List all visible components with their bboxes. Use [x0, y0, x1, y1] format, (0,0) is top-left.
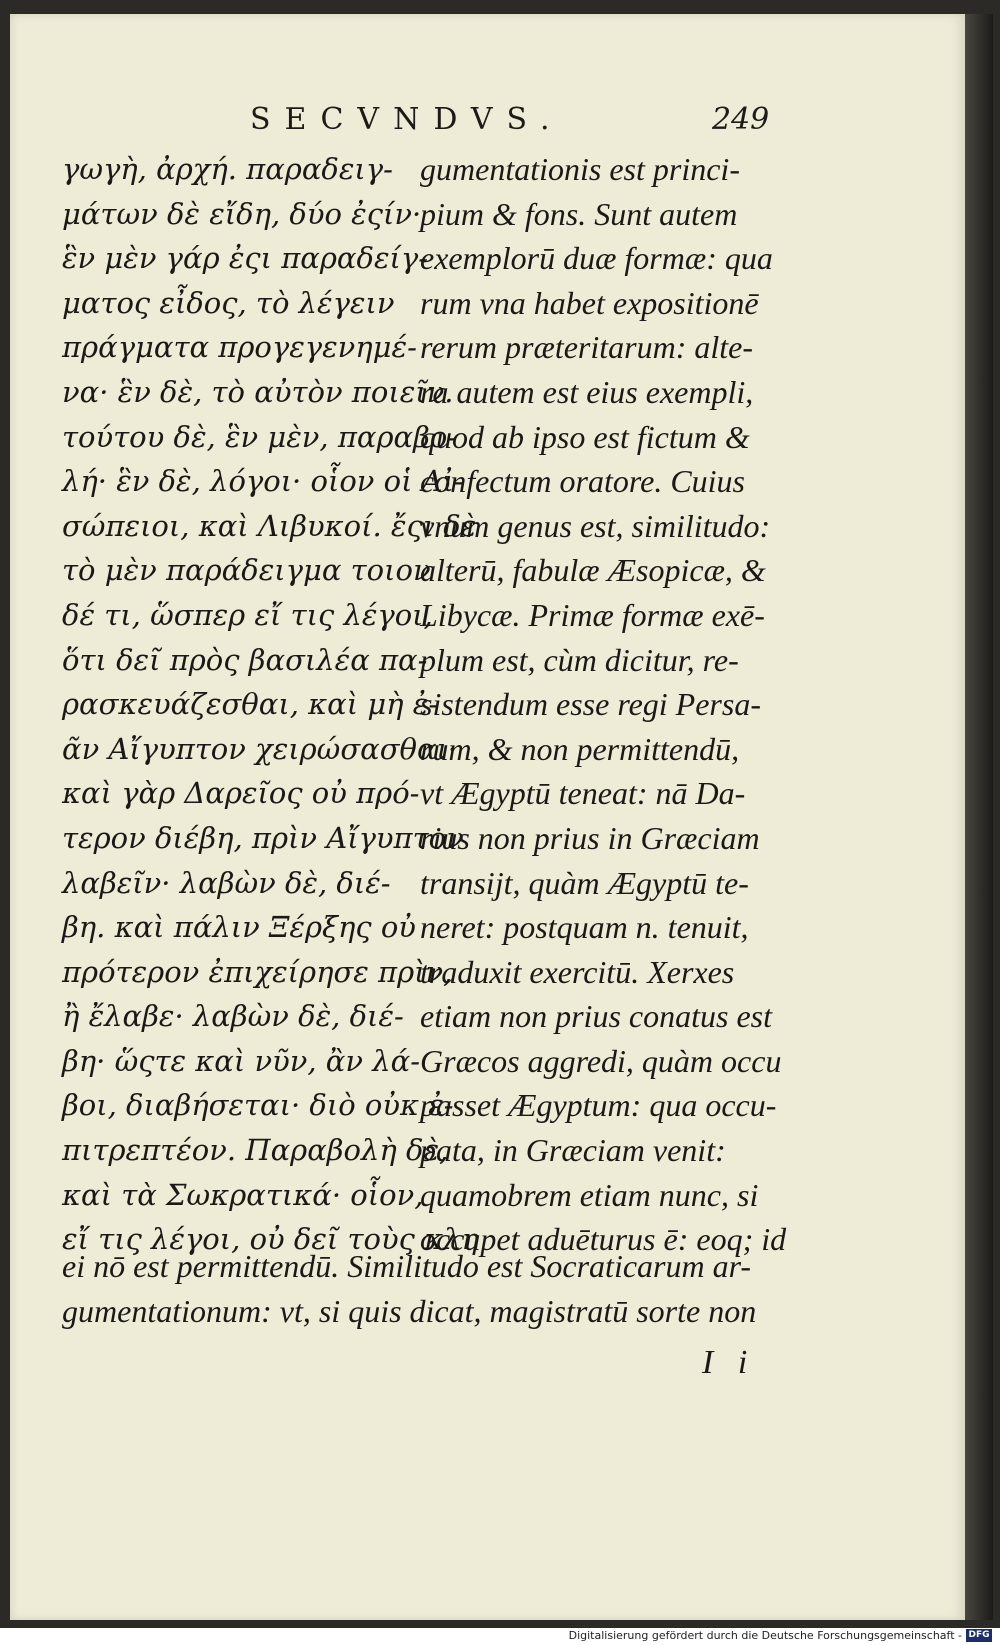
- latin-text-line: occupet aduēturus ē: eoq; id: [420, 1221, 787, 1258]
- greek-text-line: καὶ γὰρ Δαρεῖος οὐ πρό-: [62, 776, 420, 811]
- latin-text-line: vnum genus est, similitudo:: [420, 507, 771, 544]
- greek-text-line: γωγὴ, ἀρχή. παραδειγ-: [62, 152, 393, 186]
- page-header: [10, 102, 965, 142]
- latin-text-line: alterū, fabulæ Æsopicæ, &: [420, 552, 766, 589]
- greek-text-line: μάτων δὲ εἴδη, δύο ἐςίν·: [62, 196, 422, 231]
- latin-text-line: ra autem est eius exempli,: [420, 373, 754, 410]
- greek-text-line: δέ τι, ὥσπερ εἴ τις λέγοι,: [62, 597, 433, 632]
- latin-text-line: exemplorū duæ formæ: qua: [420, 240, 773, 277]
- latin-text-column: [420, 147, 805, 1262]
- greek-text-line: βη· ὥςτε καὶ νῦν, ἂν λά-: [62, 1043, 420, 1078]
- latin-text-line: neret: postquam n. tenuit,: [420, 909, 749, 946]
- greek-text-line: ματος εἶδος, τὸ λέγειν: [62, 285, 395, 320]
- latin-text-line: pium & fons. Sunt autem: [420, 195, 738, 232]
- latin-text-line: etiam non prius conatus est: [420, 998, 772, 1035]
- greek-text-line: ὅτι δεῖ πρὸς βασιλέα πα-: [62, 642, 428, 677]
- latin-text-line: confectum oratore. Cuius: [420, 463, 745, 500]
- latin-text-line: vt Ægyptū teneat: nā Da-: [420, 775, 746, 812]
- latin-text-line: gumentationis est princi-: [420, 151, 740, 187]
- greek-text-line: τούτου δὲ, ἓν μὲν, παραβο-: [62, 419, 458, 454]
- latin-text-line: rius non prius in Græciam: [420, 819, 760, 856]
- greek-text-line: βοι, διαβήσεται· διὸ οὐκ ἐ-: [62, 1088, 454, 1123]
- greek-text-line: να· ἓν δὲ, τὸ αὐτὸν ποιεῖν.: [62, 374, 454, 409]
- book-page: [10, 14, 965, 1620]
- greek-text-line: ρασκευάζεσθαι, καὶ μὴ ἐ-: [62, 687, 439, 722]
- latin-text-line: traduxit exercitū. Xerxes: [420, 953, 735, 990]
- latin-text-line: quamobrem etiam nunc, si: [420, 1176, 759, 1213]
- greek-text-line: εἴ τις λέγοι, οὐ δεῖ τοὺς κλη: [62, 1222, 479, 1257]
- greek-text-line: πράγματα προγεγενημέ-: [62, 330, 417, 365]
- greek-text-line: σώπειοι, καὶ Λιβυκοί. ἔςι δὲ: [62, 508, 477, 543]
- full-width-text-line: gumentationum: vt, si quis dicat, magistratū sorte non: [62, 1292, 757, 1329]
- running-title: SECVNDVS.: [250, 102, 564, 137]
- greek-text-line: τερον διέβη, πρὶν Αἴγυπτον: [62, 820, 464, 855]
- greek-text-line: ἓν μὲν γάρ ἐςι παραδείγ-: [62, 241, 429, 276]
- greek-text-line: πρότερον ἐπιχείρησε πρὶν,: [62, 954, 453, 989]
- greek-text-line: ἢ ἔλαβε· λαβὼν δὲ, διέ-: [62, 999, 404, 1034]
- greek-text-line: βη. καὶ πάλιν Ξέρξης οὐ: [62, 910, 416, 945]
- latin-text-line: sistendum esse regi Persa-: [420, 686, 761, 723]
- latin-text-line: rerum præteritarum: alte-: [420, 329, 754, 366]
- footer-credit: Digitalisierung gefördert durch die Deutsche Forschungsgemeinschaft -: [568, 1629, 962, 1642]
- footer-bar: [0, 1628, 1000, 1645]
- latin-text-line: plum est, cùm dicitur, re-: [420, 641, 739, 678]
- latin-text-line: transijt, quàm Ægyptū te-: [420, 864, 749, 901]
- latin-text-line: rum, & non permittendū,: [420, 730, 740, 767]
- latin-text-line: passet Ægyptum: qua occu-: [420, 1087, 777, 1124]
- greek-text-line: πιτρεπτέον. Παραβολὴ δὲ,: [62, 1133, 449, 1168]
- latin-text-line: rum vna habet expositionē: [420, 284, 759, 321]
- full-width-text-line: ei nō est permittendū. Similitudo est Socraticarum ar-: [62, 1248, 752, 1284]
- greek-text-column: [62, 147, 479, 1262]
- greek-text-line: τὸ μὲν παράδειγμα τοιον: [62, 553, 431, 588]
- latin-text-line: quod ab ipso est fictum &: [420, 418, 750, 455]
- greek-text-line: ᾶν Αἴγυπτον χειρώσασθαι·: [62, 731, 458, 766]
- greek-text-line: λαβεῖν· λαβὼν δὲ, διέ-: [62, 865, 391, 900]
- latin-text-line: Græcos aggredi, quàm occu: [420, 1042, 782, 1079]
- latin-text-line: Libycæ. Primæ formæ exē-: [420, 596, 765, 633]
- latin-text-line: pata, in Græciam venit:: [420, 1132, 726, 1169]
- page-edge: [965, 14, 993, 1620]
- greek-text-line: λή· ἓν δὲ, λόγοι· οἷον οἱ Αἰ-: [62, 464, 464, 499]
- full-width-text: [62, 1244, 822, 1333]
- page-number: 249: [712, 102, 770, 137]
- dfg-logo: DFG: [966, 1629, 992, 1642]
- greek-text-line: καὶ τὰ Σωκρατικά· οἷον,: [62, 1177, 424, 1212]
- signature-mark: I i: [702, 1344, 756, 1381]
